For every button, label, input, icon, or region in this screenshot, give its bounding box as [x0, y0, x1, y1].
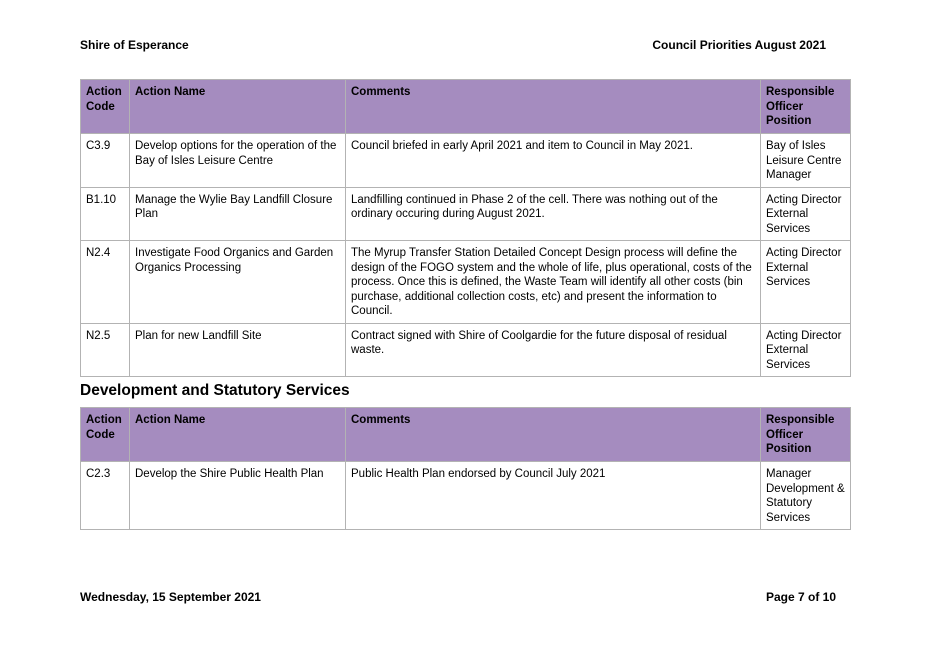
- cell-name: Manage the Wylie Bay Landfill Closure Plan: [130, 187, 346, 241]
- cell-comments: Contract signed with Shire of Coolgardie for the future disposal of residual waste.: [346, 323, 761, 377]
- cell-officer: Acting Director External Services: [761, 241, 851, 324]
- cell-officer: Bay of Isles Leisure Centre Manager: [761, 134, 851, 188]
- table-header-row: [81, 408, 851, 462]
- cell-name: Investigate Food Organics and Garden Organics Processing: [130, 241, 346, 324]
- col-header-officer: Responsible Officer Position: [761, 80, 851, 134]
- col-header-action-code: Action Code: [81, 80, 130, 134]
- header-organisation: Shire of Esperance: [80, 38, 189, 52]
- cell-name: Develop the Shire Public Health Plan: [130, 462, 346, 530]
- table-row: [81, 241, 851, 324]
- cell-officer: Acting Director External Services: [761, 323, 851, 377]
- header-report-title: Council Priorities August 2021: [652, 38, 826, 52]
- cell-code: B1.10: [81, 187, 130, 241]
- cell-code: N2.5: [81, 323, 130, 377]
- table-row: [81, 134, 851, 188]
- priorities-table-external-services: [80, 79, 851, 377]
- cell-code: C2.3: [81, 462, 130, 530]
- table-row: [81, 187, 851, 241]
- cell-comments: Public Health Plan endorsed by Council July 2021: [346, 462, 761, 530]
- col-header-action-name: Action Name: [130, 80, 346, 134]
- priorities-table-development-statutory: [80, 407, 851, 530]
- cell-name: Develop options for the operation of the Bay of Isles Leisure Centre: [130, 134, 346, 188]
- cell-comments: Council briefed in early April 2021 and item to Council in May 2021.: [346, 134, 761, 188]
- cell-code: C3.9: [81, 134, 130, 188]
- col-header-comments: Comments: [346, 408, 761, 462]
- footer-page-number: Page 7 of 10: [765, 590, 836, 604]
- cell-comments: Landfilling continued in Phase 2 of the cell. There was nothing out of the ordinary occuring during August 2021.: [346, 187, 761, 241]
- table-row: [81, 323, 851, 377]
- section-title: Development and Statutory Services: [80, 382, 350, 399]
- table-row: [81, 462, 851, 530]
- col-header-comments: Comments: [346, 80, 761, 134]
- cell-officer: Acting Director External Services: [761, 187, 851, 241]
- table-header-row: [81, 80, 851, 134]
- cell-comments: The Myrup Transfer Station Detailed Concept Design process will define the design of the FOGO system and the whole of life, plus operational, costs of the process. Once this is defined, the Waste Team will identify all other costs (bin purchase, additional collection costs, etc) and present the information to Council.: [346, 241, 761, 324]
- cell-name: Plan for new Landfill Site: [130, 323, 346, 377]
- cell-code: N2.4: [81, 241, 130, 324]
- cell-officer: Manager Development & Statutory Services: [761, 462, 851, 530]
- col-header-action-name: Action Name: [130, 408, 346, 462]
- col-header-action-code: Action Code: [81, 408, 130, 462]
- col-header-officer: Responsible Officer Position: [761, 408, 851, 462]
- footer-date: Wednesday, 15 September 2021: [80, 590, 261, 604]
